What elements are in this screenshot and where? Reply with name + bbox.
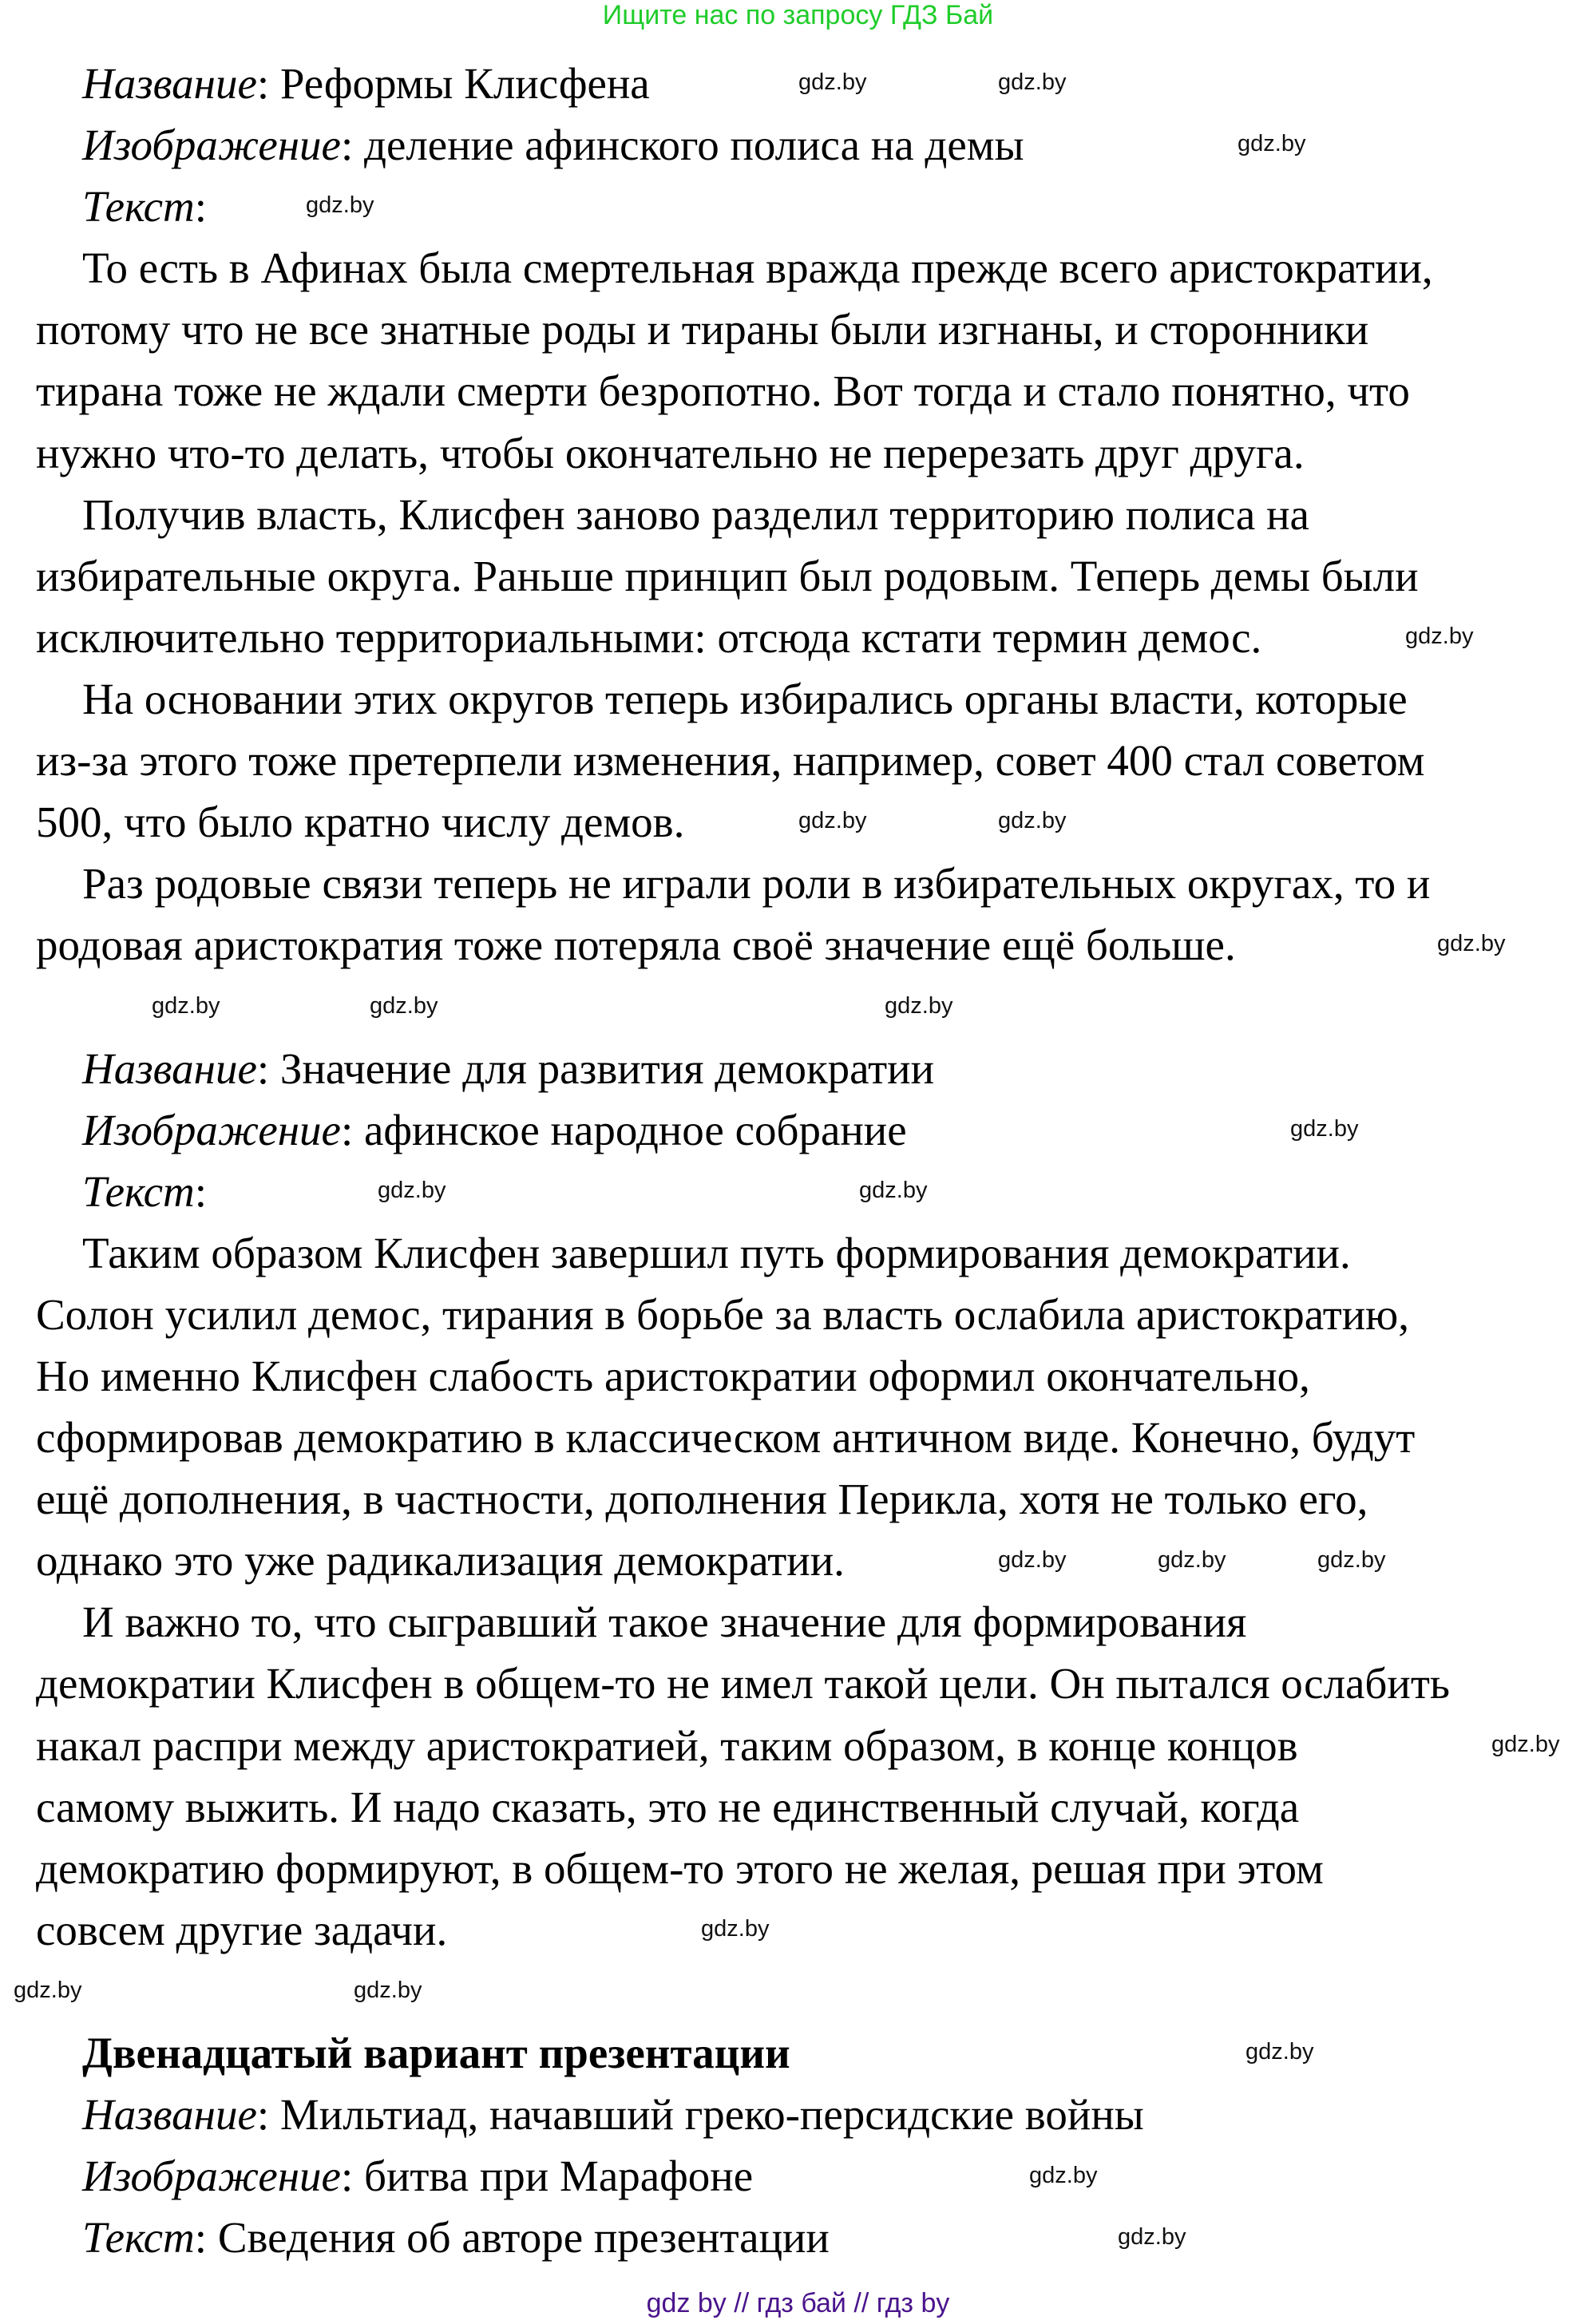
- paragraph-line-text: Таким образом Клисфен завершил путь формирования демократии.: [82, 1228, 1351, 1277]
- paragraph-line: [0, 545, 1596, 607]
- name-label: Название: [82, 59, 257, 108]
- paragraph-line: [0, 914, 1596, 976]
- paragraph-line-text: нужно что-то делать, чтобы окончательно не перерезать друг друга.: [36, 428, 1305, 477]
- section-heading-text: Двенадцатый вариант презентации: [82, 2029, 790, 2077]
- paragraph-line: [0, 1715, 1596, 1776]
- name-field: Название: Реформы Клисфена: [82, 59, 650, 108]
- search-hint-banner: Ищите нас по запросу ГДЗ Бай: [602, 0, 994, 30]
- watermark: gdz.by: [1437, 931, 1506, 956]
- image-field: Изображение: битва при Марафоне: [82, 2152, 754, 2201]
- watermark: gdz.by: [798, 69, 867, 95]
- image-value: афинское народное собрание: [363, 1105, 907, 1154]
- paragraph-line: [0, 1222, 1596, 1284]
- paragraph-line-text: из-за этого тоже претерпели изменения, например, совет 400 стал советом: [36, 736, 1425, 786]
- paragraph-line: [0, 484, 1596, 545]
- text-field: Текст:: [82, 182, 208, 232]
- paragraph-line: [0, 1284, 1596, 1345]
- watermark: gdz.by: [14, 1978, 82, 2003]
- paragraph-line: [0, 1468, 1596, 1530]
- image-field: Изображение: деление афинского полиса на демы: [82, 121, 1024, 170]
- paragraph-line-text: То есть в Афинах была смертельная вражда прежде всего аристократии,: [82, 243, 1433, 293]
- watermark: gdz.by: [701, 1916, 770, 1942]
- watermark: gdz.by: [1405, 624, 1474, 649]
- image-label: Изображение: [82, 1105, 341, 1154]
- paragraph-line: [0, 299, 1596, 360]
- watermark: gdz.by: [1118, 2224, 1186, 2250]
- watermark: gdz.by: [370, 993, 438, 1019]
- paragraph-line-text: Получив власть, Клисфен заново разделил территорию полиса на: [82, 489, 1309, 539]
- paragraph-line-text: Раз родовые связи теперь не играли роли в избирательных округах, то и: [82, 859, 1431, 909]
- paragraph-line: [0, 1653, 1596, 1714]
- paragraph-line-text: совсем другие задачи.: [36, 1905, 448, 1954]
- paragraph-line-text: исключительно территориальными: отсюда кстати термин демос.: [36, 612, 1262, 662]
- watermark: gdz.by: [152, 993, 220, 1019]
- paragraph-line-text: избирательные округа. Раньше принцип был родовым. Теперь демы были: [36, 551, 1419, 600]
- paragraph-line: [0, 730, 1596, 791]
- text-label: Текст: [82, 2213, 195, 2263]
- paragraph-line: [0, 668, 1596, 730]
- paragraph-line-text: демократию формируют, в общем-то этого не желая, решая при этом: [36, 1843, 1324, 1893]
- paragraph-line: [0, 1899, 1596, 1961]
- watermark: gdz.by: [378, 1178, 446, 1203]
- watermark: gdz.by: [798, 808, 867, 833]
- watermark: gdz.by: [885, 993, 953, 1019]
- paragraph-line: [0, 360, 1596, 422]
- paragraph-line-text: потому что не все знатные роды и тираны были изгнаны, и сторонники: [36, 305, 1369, 354]
- name-value: Реформы Клисфена: [279, 59, 650, 108]
- name-value: Мильтиад, начавший греко-персидские войны: [279, 2090, 1144, 2140]
- name-label: Название: [82, 2090, 257, 2140]
- watermark: gdz.by: [1238, 131, 1306, 156]
- paragraph-line: [0, 422, 1596, 484]
- image-label: Изображение: [82, 121, 341, 170]
- document-body: [0, 53, 1596, 2268]
- text-label: Текст: [82, 1166, 195, 1216]
- watermark: gdz.by: [998, 1547, 1067, 1573]
- paragraph-line: [0, 1838, 1596, 1899]
- blank-line: [0, 1961, 1596, 2022]
- watermark: gdz.by: [1290, 1116, 1359, 1142]
- text-value: Сведения об авторе презентации: [217, 2213, 830, 2263]
- paragraph-line-text: Солон усилил демос, тирания в борьбе за власть ослабила аристократию,: [36, 1289, 1410, 1339]
- paragraph-line-text: тирана тоже не ждали смерти безропотно. Вот тогда и стало понятно, что: [36, 366, 1410, 416]
- image-value: деление афинского полиса на демы: [363, 121, 1024, 170]
- paragraph-line-text: накал распри между аристократией, таким образом, в конце концов: [36, 1720, 1298, 1770]
- paragraph-line-text: демократии Клисфен в общем-то не имел такой цели. Он пытался ослабить: [36, 1659, 1450, 1708]
- paragraph-line: [0, 1407, 1596, 1468]
- paragraph-line: [0, 1345, 1596, 1407]
- image-field: Изображение: афинское народное собрание: [82, 1105, 907, 1154]
- paragraph-line-text: родовая аристократия тоже потеряла своё значение ещё больше.: [36, 920, 1236, 970]
- name-field: Название: Мильтиад, начавший греко-персидские войны: [82, 2090, 1144, 2140]
- text-label: Текст: [82, 182, 195, 232]
- watermark: gdz.by: [1029, 2163, 1098, 2188]
- text-field: Текст: Сведения об авторе презентации: [82, 2213, 830, 2263]
- section-heading: [0, 2022, 1596, 2084]
- blank-line: [0, 976, 1596, 1037]
- paragraph-line: [0, 1776, 1596, 1838]
- name-value: Значение для развития демократии: [279, 1043, 935, 1093]
- paragraph-line-text: Но именно Клисфен слабость аристократии оформил окончательно,: [36, 1351, 1310, 1400]
- paragraph-line-text: 500, что было кратно числу демов.: [36, 798, 685, 847]
- watermark: gdz.by: [998, 69, 1067, 95]
- paragraph-line-text: однако это уже радикализация демократии.: [36, 1536, 845, 1586]
- name-label: Название: [82, 1043, 257, 1093]
- image-value: битва при Марафоне: [363, 2152, 754, 2201]
- name-field: Название: Значение для развития демократии: [82, 1043, 935, 1093]
- image-label: Изображение: [82, 2152, 341, 2201]
- paragraph-line-text: ещё дополнения, в частности, дополнения Перикла, хотя не только его,: [36, 1475, 1368, 1524]
- watermark: gdz.by: [354, 1978, 422, 2003]
- paragraph-line: [0, 237, 1596, 299]
- paragraph-line-text: сформировав демократию в классическом античном виде. Конечно, будут: [36, 1413, 1416, 1463]
- footer-links[interactable]: gdz by // гдз бай // гдз by: [646, 2288, 950, 2318]
- text-field: Текст:: [82, 1166, 208, 1216]
- watermark: gdz.by: [1491, 1732, 1560, 1757]
- watermark: gdz.by: [1317, 1547, 1386, 1573]
- paragraph-line-text: И важно то, что сыгравший такое значение для формирования: [82, 1598, 1247, 1647]
- watermark: gdz.by: [998, 808, 1067, 833]
- paragraph-line-text: самому выжить. И надо сказать, это не единственный случай, когда: [36, 1782, 1300, 1831]
- watermark: gdz.by: [306, 192, 374, 218]
- watermark: gdz.by: [1246, 2039, 1314, 2065]
- watermark: gdz.by: [1158, 1547, 1226, 1573]
- paragraph-line: [0, 1591, 1596, 1653]
- paragraph-line: [0, 607, 1596, 668]
- paragraph-line-text: На основании этих округов теперь избирались органы власти, которые: [82, 674, 1408, 723]
- watermark: gdz.by: [859, 1178, 928, 1203]
- paragraph-line: [0, 853, 1596, 914]
